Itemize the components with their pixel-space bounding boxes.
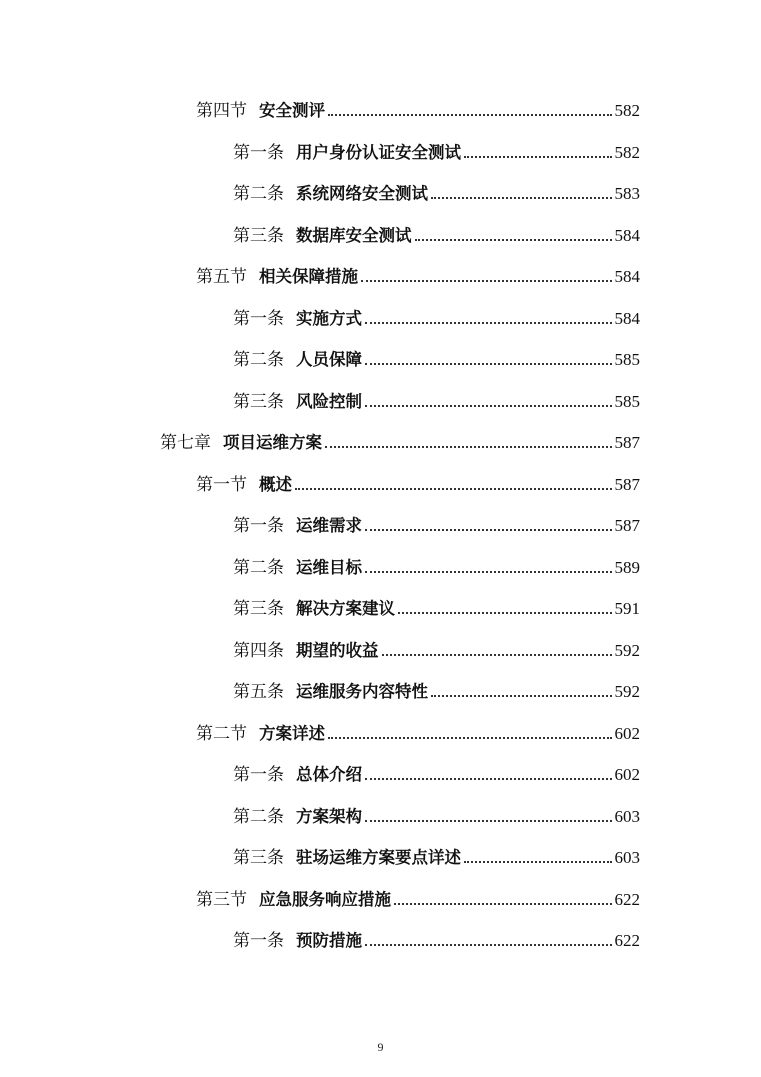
toc-entry[interactable] bbox=[196, 719, 640, 745]
toc-entry[interactable] bbox=[196, 262, 640, 288]
toc-entry-page: 592 bbox=[614, 640, 640, 660]
toc-entry[interactable] bbox=[233, 304, 640, 330]
toc-entry[interactable] bbox=[233, 802, 640, 828]
toc-entry-page: 584 bbox=[614, 267, 640, 286]
dot-leader bbox=[464, 860, 612, 863]
toc-entry[interactable] bbox=[233, 138, 640, 164]
toc-entry[interactable] bbox=[233, 387, 640, 413]
dot-leader bbox=[365, 777, 612, 780]
toc-entry-page: 622 bbox=[614, 889, 640, 909]
toc-entry-number: 第二条 bbox=[233, 184, 284, 204]
toc-entry-number: 第三条 bbox=[233, 225, 284, 246]
dot-leader bbox=[365, 570, 612, 573]
toc-entry-page: 585 bbox=[614, 350, 640, 369]
toc-entry-title: 方案架构 bbox=[296, 806, 362, 826]
toc-entry-page: 585 bbox=[614, 391, 640, 411]
toc-entry-title: 解决方案建议 bbox=[296, 599, 395, 618]
dot-leader bbox=[431, 694, 612, 697]
toc-entry-number: 第一节 bbox=[196, 474, 247, 495]
toc-entry-title: 运维目标 bbox=[296, 557, 362, 577]
toc-entry-page: 583 bbox=[614, 184, 640, 203]
toc-entry[interactable] bbox=[233, 926, 640, 952]
toc-entry-title: 应急服务响应措施 bbox=[259, 889, 391, 909]
toc-entry-page: 587 bbox=[614, 433, 640, 452]
toc-entry-number: 第一条 bbox=[233, 765, 284, 785]
toc-entry-number: 第二节 bbox=[196, 723, 247, 744]
toc-entry-number: 第一条 bbox=[233, 931, 284, 951]
dot-leader bbox=[464, 155, 612, 158]
dot-leader bbox=[365, 943, 612, 946]
toc-entry-title: 系统网络安全测试 bbox=[296, 184, 428, 203]
dot-leader bbox=[295, 487, 612, 490]
toc-entry[interactable] bbox=[233, 221, 640, 247]
toc-entry-page: 587 bbox=[614, 474, 640, 494]
dot-leader bbox=[365, 528, 612, 531]
toc-entry-page: 592 bbox=[614, 682, 640, 701]
dot-leader bbox=[328, 113, 612, 116]
toc-entry-number: 第三条 bbox=[233, 848, 284, 868]
toc-entry-title: 数据库安全测试 bbox=[296, 225, 412, 245]
dot-leader bbox=[382, 653, 612, 656]
toc-entry-title: 运维服务内容特性 bbox=[296, 682, 428, 701]
toc-entry[interactable] bbox=[196, 96, 640, 122]
toc-entry[interactable] bbox=[233, 594, 640, 620]
toc-entry-title: 运维需求 bbox=[296, 516, 362, 535]
toc-entry-page: 603 bbox=[614, 848, 640, 867]
toc-entry-number: 第五条 bbox=[233, 682, 284, 702]
toc-entry-title: 方案详述 bbox=[259, 723, 325, 743]
toc-entry[interactable] bbox=[233, 677, 640, 703]
toc-entry-title: 概述 bbox=[259, 474, 292, 494]
toc-entry-title: 驻场运维方案要点详述 bbox=[296, 848, 461, 867]
toc-entry-title: 人员保障 bbox=[296, 350, 362, 369]
toc-entry-number: 第一条 bbox=[233, 516, 284, 536]
toc-entry-page: 602 bbox=[614, 765, 640, 784]
toc-entry[interactable] bbox=[233, 636, 640, 662]
toc-entry[interactable] bbox=[233, 553, 640, 579]
toc-entry[interactable] bbox=[160, 428, 640, 454]
toc-entry[interactable] bbox=[196, 885, 640, 911]
toc-entry-page: 587 bbox=[614, 516, 640, 535]
toc-entry-number: 第三条 bbox=[233, 599, 284, 619]
toc-entry-page: 602 bbox=[614, 723, 640, 743]
toc-entry-title: 用户身份认证安全测试 bbox=[296, 142, 461, 162]
toc-entry-number: 第二条 bbox=[233, 806, 284, 827]
toc-entry-number: 第四条 bbox=[233, 640, 284, 661]
toc-entry-page: 603 bbox=[614, 806, 640, 826]
toc-entry-title: 实施方式 bbox=[296, 308, 362, 328]
toc-entry[interactable] bbox=[233, 843, 640, 869]
dot-leader bbox=[365, 362, 612, 365]
dot-leader bbox=[394, 902, 612, 905]
dot-leader bbox=[328, 736, 612, 739]
toc-entry-number: 第七章 bbox=[160, 433, 211, 453]
dot-leader bbox=[415, 238, 612, 241]
toc-entry[interactable] bbox=[233, 345, 640, 371]
toc-entry[interactable] bbox=[233, 760, 640, 786]
dot-leader bbox=[398, 611, 612, 614]
toc-entry[interactable] bbox=[233, 179, 640, 205]
toc-entry-number: 第二条 bbox=[233, 557, 284, 578]
toc-entry-page: 584 bbox=[614, 308, 640, 328]
toc-entry-number: 第一条 bbox=[233, 142, 284, 163]
toc-entry[interactable] bbox=[196, 470, 640, 496]
toc-entry-page: 591 bbox=[614, 599, 640, 618]
toc-entry-title: 总体介绍 bbox=[296, 765, 362, 784]
toc-entry-page: 582 bbox=[614, 101, 640, 120]
toc-entry-number: 第四节 bbox=[196, 101, 247, 121]
toc-entry-page: 584 bbox=[614, 225, 640, 245]
toc-entry-page: 582 bbox=[614, 142, 640, 162]
toc-entry-title: 项目运维方案 bbox=[223, 433, 322, 452]
toc-entry-number: 第二条 bbox=[233, 350, 284, 370]
toc-entry-title: 相关保障措施 bbox=[259, 267, 358, 286]
toc-entry-page: 589 bbox=[614, 557, 640, 577]
toc-entry-number: 第三条 bbox=[233, 391, 284, 412]
toc-entry-title: 预防措施 bbox=[296, 931, 362, 950]
dot-leader bbox=[361, 279, 612, 282]
toc-entry-page: 622 bbox=[614, 931, 640, 950]
toc-entry-title: 期望的收益 bbox=[296, 640, 379, 660]
dot-leader bbox=[431, 196, 612, 199]
page-number: 9 bbox=[377, 1040, 384, 1054]
toc-entry-number: 第三节 bbox=[196, 889, 247, 910]
dot-leader bbox=[365, 819, 612, 822]
toc-entry-title: 风险控制 bbox=[296, 391, 362, 411]
dot-leader bbox=[365, 321, 612, 324]
toc-entry-number: 第一条 bbox=[233, 308, 284, 329]
dot-leader bbox=[325, 445, 612, 448]
toc-entry[interactable] bbox=[233, 511, 640, 537]
toc-entry-title: 安全测评 bbox=[259, 101, 325, 120]
dot-leader bbox=[365, 404, 612, 407]
toc-entry-number: 第五节 bbox=[196, 267, 247, 287]
